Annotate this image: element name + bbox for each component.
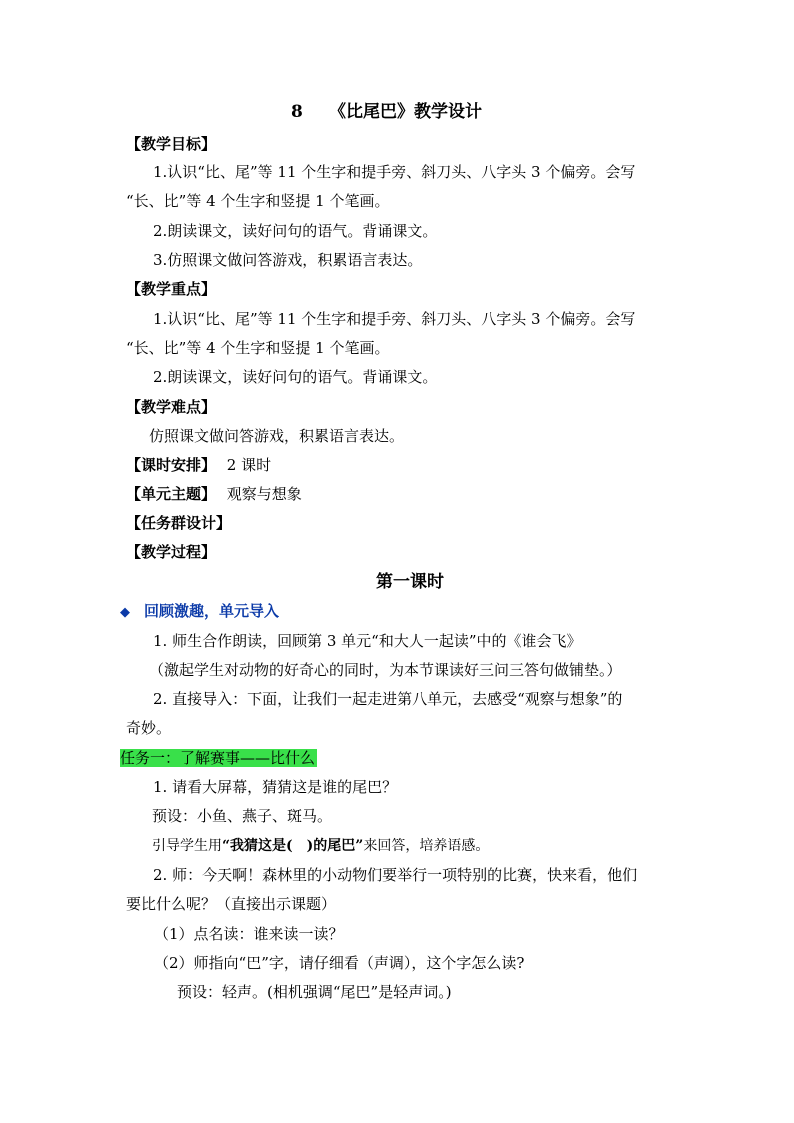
task1-question2-line2: 要比什么呢？（直接出示课题） [126,895,337,913]
goals-item1-line1: 1.认识“比、尾”等 11 个生字和提手旁、斜刀头、八字头 3 个偏旁。会写 [153,163,636,181]
diamond-bullet-icon: ◆ [120,605,130,620]
section1-step2-line1: 2. 直接导入：下面，让我们一起走进第八单元，去感受“观察与想象”的 [153,690,623,708]
schedule-heading: 【课时安排】 [126,456,217,474]
guide-bold-phrase: “我猜这是( )的尾巴” [222,838,364,854]
section1-label: 回顾激趣，单元导入 [144,602,280,620]
process-heading: 【教学过程】 [126,543,217,561]
guide-suffix: 来回答，培养语感。 [363,838,490,854]
keypoints-item1-line1: 1.认识“比、尾”等 11 个生字和提手旁、斜刀头、八字头 3 个偏旁。会写 [153,310,636,328]
section1-step1: 1. 师生合作朗读，回顾第 3 单元“和大人一起读”中的《谁会飞》 [153,632,582,650]
task1-question2-sub2: （2）师指向“巴”字，请仔细看（声调），这个字怎么读? [154,954,525,972]
section1-step1-note: （激起学生对动物的好奇心的同时，为本节课读好三问三答句做铺垫。） [149,661,622,679]
task1-question2-line1: 2. 师：今天啊！森林里的小动物们要举行一项特别的比赛，快来看，他们 [153,866,638,884]
keypoints-item1-line2: “长、比”等 4 个生字和竖提 1 个笔画。 [126,339,390,357]
task1-label: 任务一：了解赛事——比什么 [120,749,316,767]
schedule-row [126,455,271,475]
keypoints-heading: 【教学重点】 [126,280,217,298]
document-title [291,102,482,122]
keypoints-item2: 2.朗读课文，读好问句的语气。背诵课文。 [153,368,438,386]
difficulty-text: 仿照课文做问答游戏，积累语言表达。 [149,427,405,445]
task1-question1: 1. 请看大屏幕，猜猜这是谁的尾巴？ [153,778,398,796]
section1-step2-line2: 奇妙。 [126,719,172,737]
title-text: 《比尾巴》教学设计 [329,102,482,122]
goals-item1-line2: “长、比”等 4 个生字和竖提 1 个笔画。 [126,192,390,210]
guide-prefix: 引导学生用 [152,838,222,854]
goals-heading: 【教学目标】 [126,135,217,153]
task1-question2-preset: 预设：轻声。(相机强调“尾巴”是轻声词。) [177,983,452,1001]
unit-theme-value: 观察与想象 [226,485,302,503]
task1-heading [120,748,317,768]
task1-question1-preset: 预设：小鱼、燕子、斑马。 [152,807,333,825]
section1-heading [120,601,279,623]
lesson1-heading: 第一课时 [376,572,444,592]
schedule-value: 2 课时 [226,456,272,474]
task1-guide [152,836,489,856]
unit-theme-row [126,484,302,504]
task-design-heading: 【任务群设计】 [126,514,232,532]
goals-item3: 3.仿照课文做问答游戏，积累语言表达。 [153,251,423,269]
unit-theme-heading: 【单元主题】 [126,485,217,503]
difficulty-heading: 【教学难点】 [126,398,217,416]
goals-item2: 2.朗读课文，读好问句的语气。背诵课文。 [153,222,438,240]
lesson-number: 8 [291,102,303,122]
task1-question2-sub1: （1）点名读：谁来读一读？ [154,925,344,943]
